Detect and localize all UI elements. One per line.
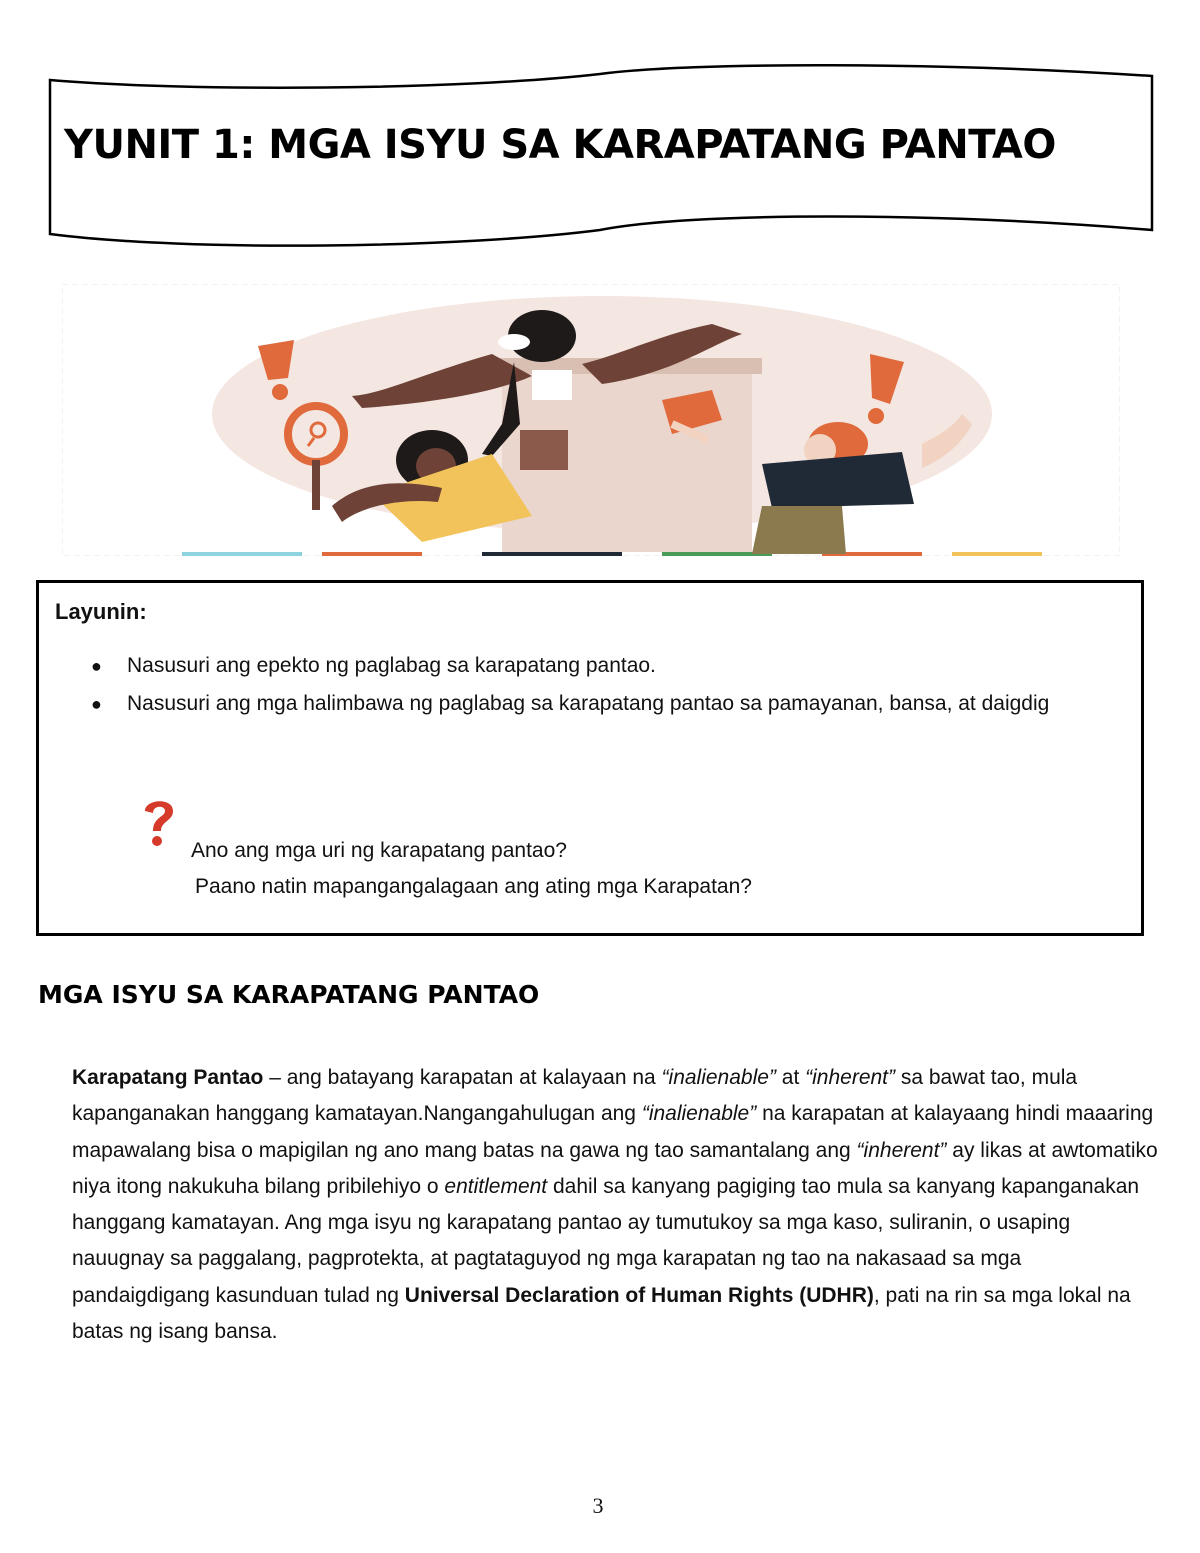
italic-term: entitlement	[444, 1174, 548, 1198]
text-run: sa bawat tao, mula kapanganakan hanggang kamatayan.Nangangahulugan ang	[72, 1066, 1078, 1126]
term-bold: Karapatang Pantao	[72, 1066, 264, 1089]
objectives-list	[89, 649, 1119, 725]
bullet-icon: ●	[91, 656, 102, 676]
text-run: ay likas at awtomatiko niya itong nakukuha bilang pribilehiyo o	[72, 1138, 1158, 1198]
guide-question: Paano natin mapangangalagaan ang ating mga Karapatan?	[195, 875, 752, 898]
italic-term: “inalienable”	[641, 1102, 757, 1126]
udhr-bold: Universal Declaration of Human Rights (UDHR)	[404, 1283, 874, 1307]
question-mark-icon	[139, 795, 179, 851]
human-rights-illustration	[62, 284, 1120, 556]
italic-term: “inherent”	[856, 1138, 947, 1162]
body-paragraph	[72, 1060, 1162, 1350]
page-number: 3	[592, 1493, 604, 1518]
italic-term: “inherent”	[805, 1066, 896, 1089]
objective-text: Nasusuri ang epekto ng paglabag sa karapatang pantao.	[127, 654, 656, 677]
text-run: na karapatan at kalayaang hindi maaaring mapawalang bisa o mapigilan ng ano mang batas na gawa ng tao samantalang ang	[72, 1102, 1154, 1162]
objectives-box	[36, 580, 1144, 936]
objective-text: Nasusuri ang mga halimbawa ng paglabag sa karapatang pantao sa pamayanan, bansa, at daigdig	[127, 692, 1050, 715]
guide-question: Ano ang mga uri ng karapatang pantao?	[191, 839, 567, 862]
page-title: YUNIT 1: MGA ISYU SA KARAPATANG PANTAO	[64, 122, 1056, 168]
text-run: , pati na rin sa mga lokal na batas ng isang bansa.	[72, 1283, 1131, 1344]
section-heading: MGA ISYU SA KARAPATANG PANTAO	[38, 980, 540, 1009]
text-run: at	[775, 1066, 806, 1089]
list-item	[89, 687, 1119, 721]
objectives-heading: Layunin:	[55, 599, 147, 624]
text-run: – ang batayang karapatan at kalayaan na	[263, 1066, 662, 1089]
italic-term: “inalienable”	[661, 1066, 776, 1089]
list-item	[89, 649, 1119, 683]
text-run: dahil sa kanyang pagiging tao mula sa kanyang kapanganakan hanggang kamatayan. Ang mga isyu ng karapatang pantao ay tumutukoy sa mga kaso, suliranin, o usaping nauugnay sa paggalang, pagprotekta, at pagtataguyod ng mga karapatan ng tao na nakasaad sa mga pandaigdigang kasunduan tulad ng	[72, 1174, 1140, 1307]
bullet-icon: ●	[91, 694, 102, 714]
